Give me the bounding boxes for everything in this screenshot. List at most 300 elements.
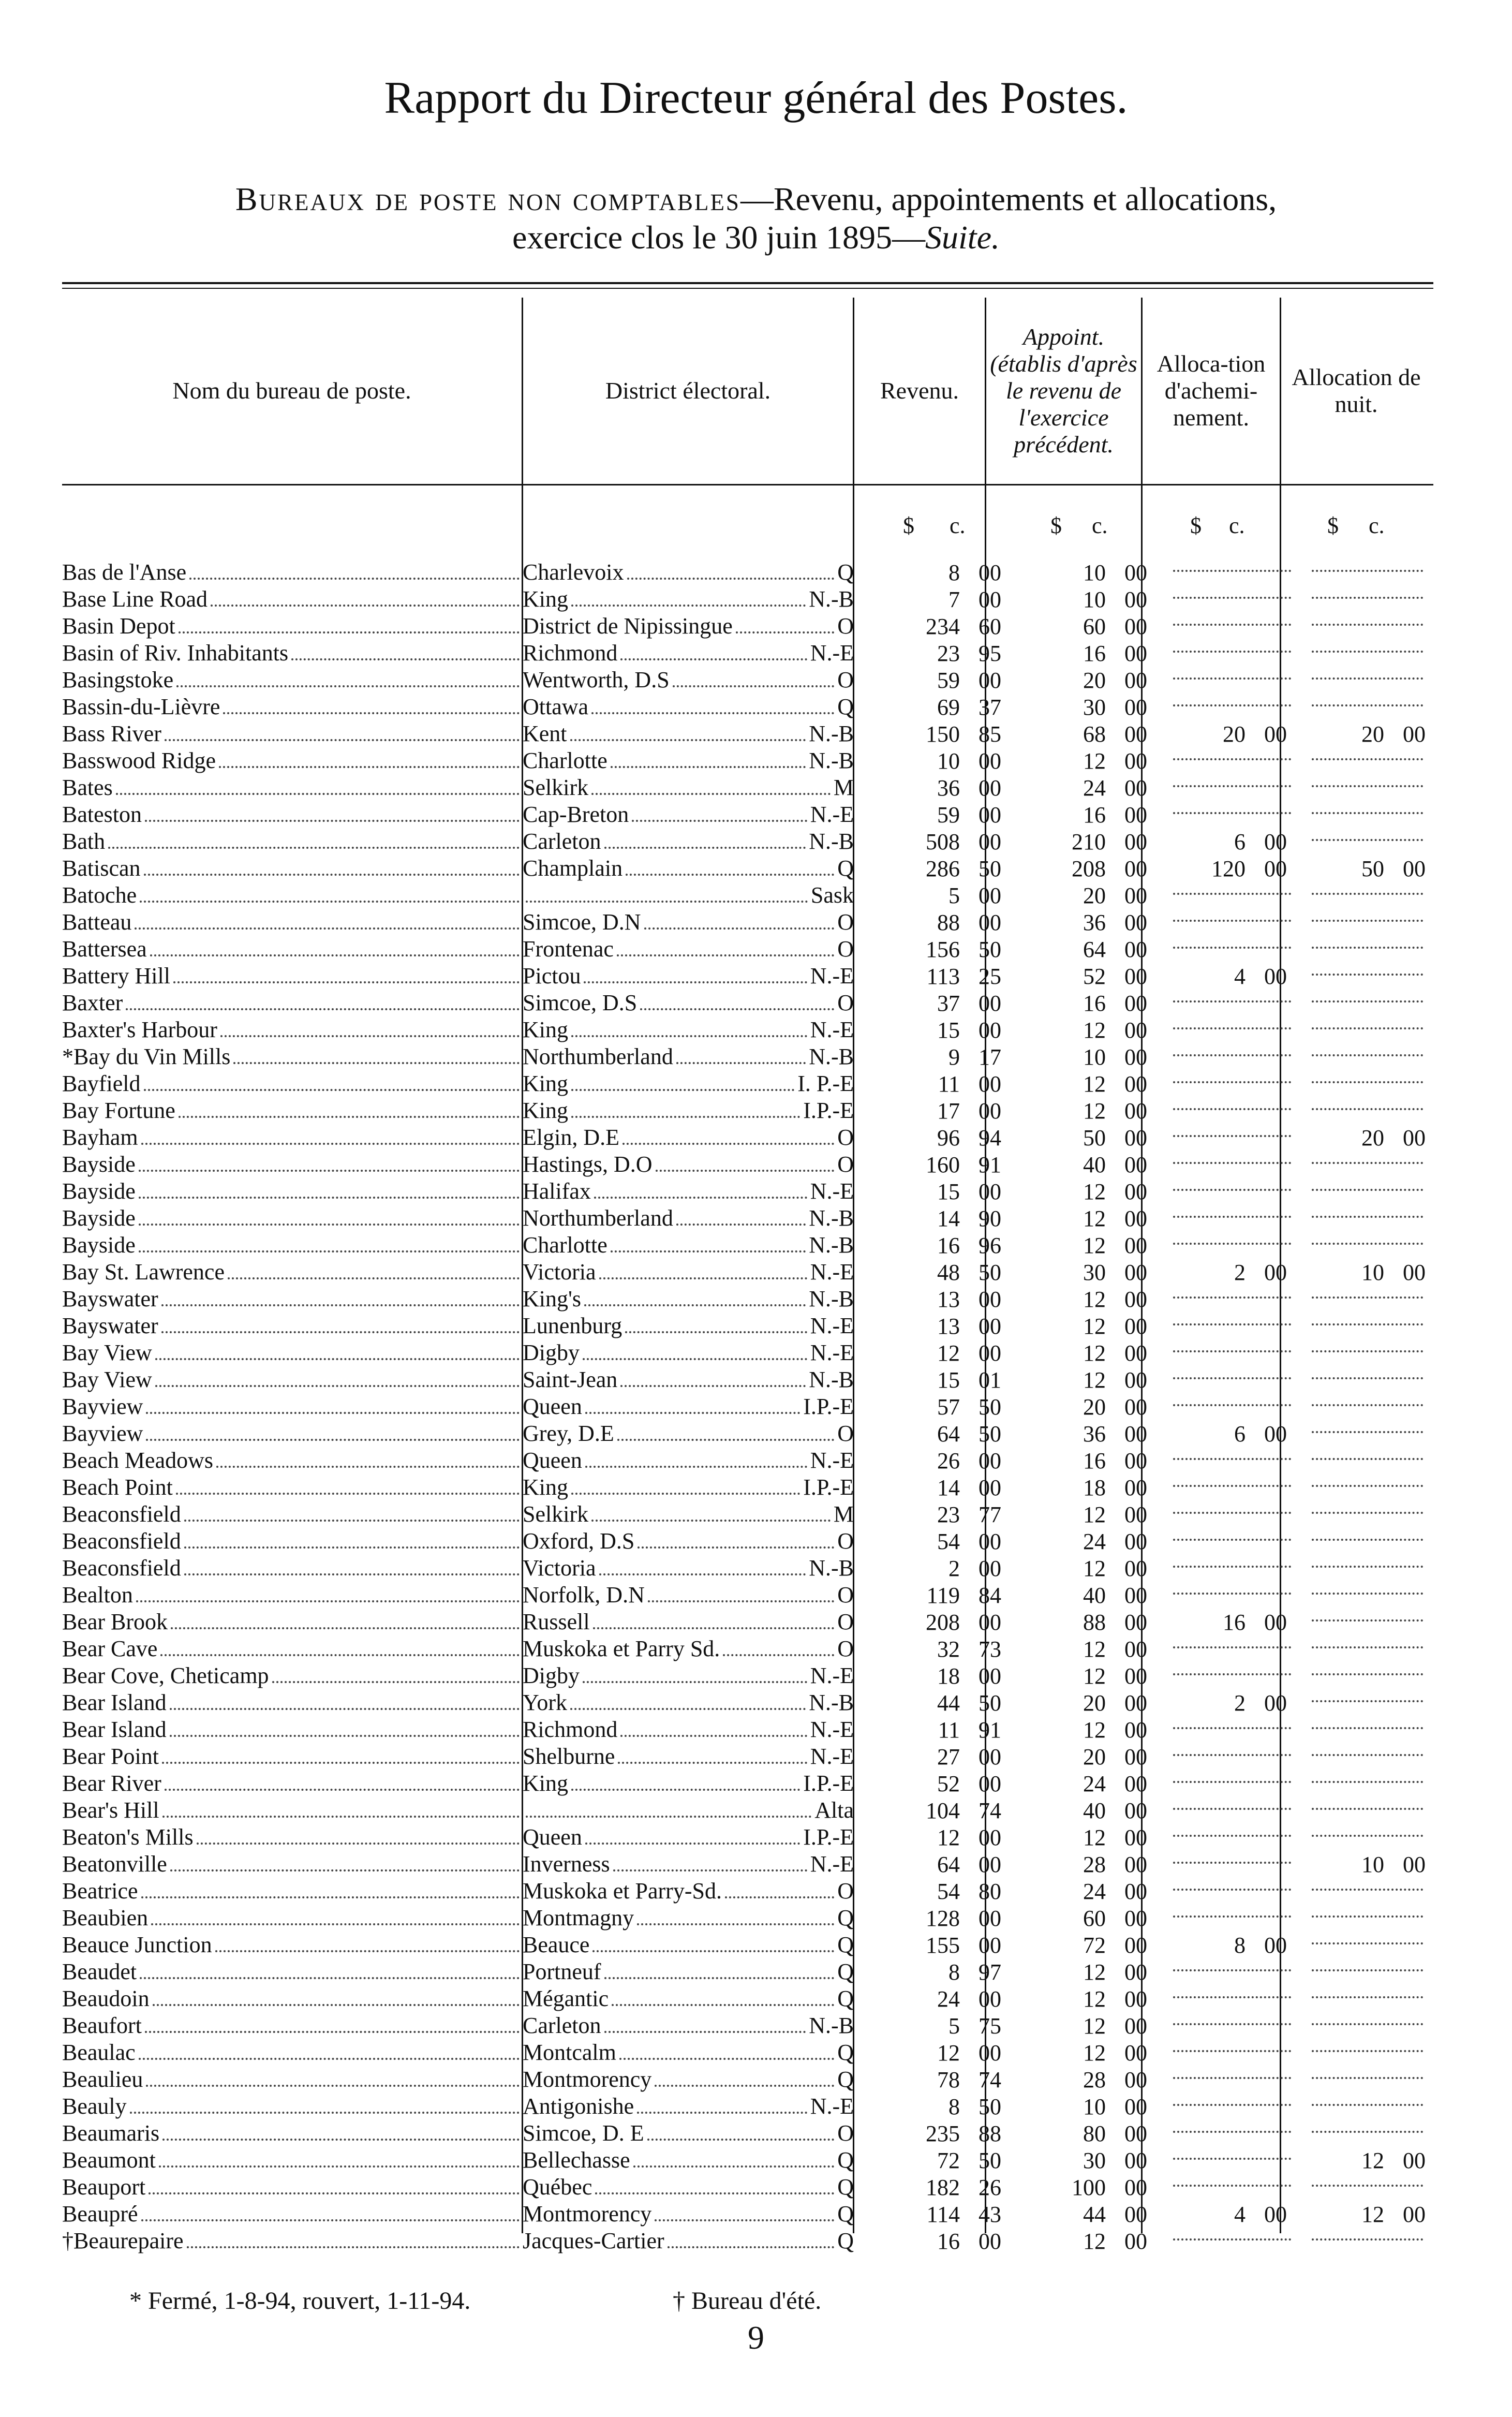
revenue-amount [854, 2040, 1022, 2066]
office-name-leader [62, 2093, 523, 2120]
acheminement-dot-leader [1173, 1243, 1291, 1245]
nuit-dot-leader [1312, 1835, 1423, 1837]
nuit-cell [1301, 2012, 1433, 2039]
dot-leader [170, 1735, 520, 1737]
district-leader [523, 2147, 854, 2174]
province-code: N.-E [810, 1017, 854, 1042]
dot-leader [526, 1816, 811, 1818]
office-name: Bas de l'Anse [62, 559, 187, 585]
nuit-cell [1301, 1097, 1433, 1124]
revenue-cents: 00 [979, 748, 1001, 774]
district-name: Antigonishe [523, 2094, 634, 2119]
revenue-cell [854, 747, 1022, 774]
district-cell [523, 963, 854, 990]
revenue-cents: 85 [979, 721, 1001, 747]
office-name-leader [62, 1124, 523, 1151]
revenue-amount [854, 1555, 1022, 1582]
dot-leader [583, 1358, 807, 1360]
appoint-amount [1022, 2040, 1163, 2066]
appoint-cell [1022, 1985, 1163, 2012]
office-name: Bay View [62, 1367, 152, 1392]
appoint-cents: 00 [1124, 1636, 1147, 1662]
province-code: N.-B [809, 1286, 854, 1311]
appoint-dollars: 40 [1083, 1797, 1106, 1823]
nuit-cell [1301, 1286, 1433, 1313]
revenue-dollars: 16 [937, 1232, 960, 1258]
dot-leader [228, 1277, 520, 1279]
appoint-cents: 00 [1124, 1017, 1147, 1043]
revenue-amount [854, 1501, 1022, 1528]
office-name: Bayswater [62, 1286, 158, 1311]
dot-leader [640, 1008, 834, 1010]
dot-leader [620, 1385, 806, 1387]
acheminement-dot-leader [1173, 1350, 1291, 1352]
dot-leader [176, 685, 520, 687]
office-name-leader [62, 586, 523, 613]
revenue-cell [854, 828, 1022, 855]
appoint-cell [1022, 1582, 1163, 1609]
dot-leader [620, 1735, 807, 1737]
appoint-amount [1022, 2013, 1163, 2039]
revenue-cents: 60 [979, 613, 1001, 639]
nuit-cell [1301, 801, 1433, 828]
appoint-cell [1022, 586, 1163, 613]
office-name: Bayside [62, 1205, 136, 1231]
district-name: Champlain [523, 856, 623, 881]
appoint-amount [1022, 1232, 1163, 1259]
revenue-amount [854, 1205, 1022, 1232]
col-header-name: Nom du bureau de poste. [172, 377, 411, 404]
province-code: Q [837, 694, 854, 719]
office-name: Bay View [62, 1340, 152, 1365]
dot-leader [592, 1950, 834, 1952]
district-leader [523, 1339, 854, 1366]
office-name: Bayside [62, 1152, 136, 1177]
acheminement-dot-leader [1173, 1593, 1291, 1595]
revenue-cell [854, 1313, 1022, 1339]
acheminement-cell [1163, 2228, 1301, 2254]
nuit-dot-leader [1312, 2077, 1423, 2079]
acheminement-cents: 00 [1264, 1932, 1287, 1958]
appoint-cell [1022, 936, 1163, 963]
office-name-leader [62, 1205, 523, 1232]
acheminement-dot-leader [1173, 570, 1291, 572]
revenue-cents: 00 [979, 1771, 1001, 1796]
office-name: Bayview [62, 1394, 143, 1419]
appoint-cents: 00 [1124, 1448, 1147, 1473]
nuit-cell [1301, 2039, 1433, 2066]
dot-leader [144, 1089, 520, 1091]
dot-leader [655, 2219, 834, 2221]
appoint-cents: 00 [1124, 2013, 1147, 2039]
nuit-amount [1301, 1851, 1433, 1878]
revenue-cell [854, 640, 1022, 667]
dot-leader [146, 1412, 520, 1414]
appoint-cents: 00 [1124, 586, 1147, 612]
province-code: Alta [814, 1797, 854, 1823]
revenue-dollars: 14 [937, 1205, 960, 1231]
nuit-dot-leader [1312, 812, 1423, 814]
revenue-amount [854, 1851, 1022, 1878]
revenue-cents: 00 [979, 1528, 1001, 1554]
revenue-dollars: 15 [937, 1367, 960, 1393]
district-name: Portneuf [523, 1959, 601, 1984]
district-cell [523, 2066, 854, 2093]
appoint-dollars: 10 [1083, 586, 1106, 612]
acheminement-dollars: 8 [1234, 1932, 1246, 1958]
province-code: Sask [810, 882, 854, 908]
revenue-cents: 74 [979, 1797, 1001, 1823]
appoint-cents: 00 [1124, 963, 1147, 989]
district-cell [523, 828, 854, 855]
acheminement-dot-leader [1173, 2185, 1291, 2187]
district-leader [523, 990, 854, 1016]
acheminement-dot-leader [1173, 1323, 1291, 1325]
table-row [62, 747, 1433, 774]
revenue-amount [854, 2013, 1022, 2039]
nuit-dot-leader [1312, 1431, 1423, 1433]
dot-leader [617, 954, 834, 956]
revenue-dollars: 96 [937, 1125, 960, 1151]
revenue-dollars: 113 [926, 963, 960, 989]
revenue-cell [854, 1097, 1022, 1124]
province-code: N.-E [810, 1717, 854, 1742]
nuit-cell [1301, 1070, 1433, 1097]
table-row [62, 1124, 1433, 1151]
nuit-cell [1301, 559, 1433, 586]
appoint-cents: 00 [1124, 990, 1147, 1016]
district-leader [523, 882, 854, 909]
office-name-cell [62, 1905, 523, 1932]
revenue-amount [854, 2120, 1022, 2147]
appoint-cell [1022, 1662, 1163, 1689]
nuit-dot-leader [1312, 1081, 1423, 1083]
office-name-cell [62, 1582, 523, 1609]
revenue-dollars: 508 [926, 829, 960, 854]
table-row [62, 559, 1433, 586]
office-name-cell [62, 1932, 523, 1958]
revenue-cell [854, 1770, 1022, 1797]
revenue-amount [854, 1475, 1022, 1501]
province-code: N.-B [809, 586, 854, 612]
nuit-dot-leader [1312, 947, 1423, 949]
acheminement-dot-leader [1173, 2158, 1291, 2160]
dot-leader [612, 2004, 834, 2006]
district-cell [523, 1958, 854, 1985]
appoint-cell [1022, 2012, 1163, 2039]
district-leader [523, 1635, 854, 1662]
post-office-table [62, 559, 1433, 2254]
province-code: I.P.-E [803, 1475, 854, 1500]
district-name: District de Nipissingue [523, 613, 733, 639]
revenue-dollars: 78 [937, 2067, 960, 2092]
appoint-dollars: 24 [1083, 775, 1106, 801]
appoint-cell [1022, 559, 1163, 586]
revenue-dollars: 59 [937, 667, 960, 693]
district-leader [523, 1124, 854, 1151]
appoint-cell [1022, 1878, 1163, 1905]
acheminement-dot-leader [1173, 1458, 1291, 1460]
nuit-cell [1301, 1635, 1433, 1662]
district-cell [523, 586, 854, 613]
district-leader [523, 1851, 854, 1878]
district-name: Charlevoix [523, 559, 624, 585]
office-name-leader [62, 2147, 523, 2174]
district-leader [523, 1689, 854, 1716]
nuit-dot-leader [1312, 1216, 1423, 1218]
acheminement-dollars: 16 [1223, 1609, 1246, 1635]
revenue-amount [854, 1636, 1022, 1662]
revenue-cents: 90 [979, 1205, 1001, 1231]
acheminement-dot-leader [1173, 1781, 1291, 1783]
acheminement-cell [1163, 828, 1301, 855]
office-name: Batteau [62, 909, 132, 935]
revenue-amount [854, 1986, 1022, 2012]
revenue-amount [854, 963, 1022, 990]
province-code: N.-E [810, 1340, 854, 1365]
appoint-cents: 00 [1124, 1340, 1147, 1366]
revenue-cell [854, 963, 1022, 990]
appoint-cell [1022, 694, 1163, 720]
table-row [62, 2039, 1433, 2066]
appoint-amount [1022, 1259, 1163, 1286]
revenue-cents: 00 [979, 586, 1001, 612]
appoint-cell [1022, 1743, 1163, 1770]
district-name: Montmorency [523, 2067, 652, 2092]
revenue-amount [854, 2147, 1022, 2174]
appoint-dollars: 20 [1083, 667, 1106, 693]
table-row [62, 1313, 1433, 1339]
table-row [62, 1259, 1433, 1286]
revenue-dollars: 11 [938, 1071, 960, 1097]
district-leader [523, 2012, 854, 2039]
table-row [62, 2201, 1433, 2228]
dot-leader [668, 2246, 835, 2248]
acheminement-cell [1163, 2201, 1301, 2228]
appoint-cents: 00 [1124, 1959, 1147, 1985]
nuit-cell [1301, 1797, 1433, 1824]
revenue-dollars: 11 [938, 1717, 960, 1743]
office-name-cell [62, 1097, 523, 1124]
appoint-amount [1022, 1125, 1163, 1151]
province-code: I.P.-E [803, 1098, 854, 1123]
appoint-dollars: 52 [1083, 963, 1106, 989]
province-code: N.-B [809, 1367, 854, 1392]
office-name-cell [62, 2228, 523, 2254]
office-name-cell [62, 1151, 523, 1178]
revenue-cell [854, 1205, 1022, 1232]
appoint-dollars: 50 [1083, 1125, 1106, 1151]
revenue-cents: 50 [979, 2094, 1001, 2119]
revenue-amount [854, 2094, 1022, 2120]
office-name-cell [62, 1474, 523, 1501]
district-leader [523, 640, 854, 667]
heading-line-2-text: exercice clos le 30 juin 1895— [512, 219, 925, 256]
acheminement-cents: 00 [1264, 721, 1287, 747]
acheminement-dollars: 6 [1234, 829, 1246, 854]
nuit-dot-leader [1312, 1593, 1423, 1595]
office-name-leader [62, 1905, 523, 1932]
appoint-cents: 00 [1124, 1609, 1147, 1635]
nuit-cell [1301, 586, 1433, 613]
appoint-cell [1022, 747, 1163, 774]
table-row [62, 1339, 1433, 1366]
province-code: I.P.-E [803, 1771, 854, 1796]
office-name: Bath [62, 829, 106, 854]
district-name: Queen [523, 1394, 582, 1419]
district-cell [523, 1851, 854, 1878]
office-name: †Beaurepaire [62, 2228, 184, 2253]
office-name-leader [62, 1932, 523, 1958]
acheminement-amount [1163, 1421, 1301, 1447]
dot-leader [627, 578, 835, 580]
revenue-amount [854, 1797, 1022, 1824]
dot-leader [584, 981, 807, 983]
province-code: Q [837, 2201, 854, 2227]
revenue-dollars: 12 [937, 1340, 960, 1366]
revenue-cents: 00 [979, 1932, 1001, 1958]
revenue-cell [854, 1797, 1022, 1824]
acheminement-dot-leader [1173, 597, 1291, 599]
acheminement-dot-leader [1173, 1027, 1291, 1029]
unit-dollar-acheminement: $ [1190, 513, 1202, 538]
appoint-amount [1022, 1663, 1163, 1689]
office-name-leader [62, 720, 523, 747]
dot-leader [526, 901, 808, 903]
revenue-cents: 01 [979, 1367, 1001, 1393]
revenue-amount [854, 1824, 1022, 1851]
revenue-cell [854, 2174, 1022, 2201]
appoint-cents: 00 [1124, 1313, 1147, 1339]
nuit-dot-leader [1312, 624, 1423, 626]
nuit-dot-leader [1312, 1000, 1423, 1003]
revenue-amount [854, 1125, 1022, 1151]
district-leader [523, 1043, 854, 1070]
acheminement-cell [1163, 694, 1301, 720]
office-name: Beaconsfield [62, 1528, 181, 1554]
district-cell [523, 1447, 854, 1474]
district-cell [523, 559, 854, 586]
appoint-dollars: 24 [1083, 1771, 1106, 1796]
dot-leader [160, 1654, 520, 1656]
appoint-amount [1022, 667, 1163, 694]
table-row [62, 2120, 1433, 2147]
revenue-dollars: 9 [948, 1044, 960, 1070]
revenue-cents: 43 [979, 2201, 1001, 2227]
acheminement-cell [1163, 1151, 1301, 1178]
appoint-cell [1022, 1932, 1163, 1958]
district-name: Frontenac [523, 936, 614, 962]
acheminement-dot-leader [1173, 2131, 1291, 2133]
office-name-cell [62, 1339, 523, 1366]
revenue-amount [854, 1609, 1022, 1635]
revenue-cell [854, 909, 1022, 936]
district-cell [523, 2147, 854, 2174]
district-cell [523, 1932, 854, 1958]
nuit-cell [1301, 1743, 1433, 1770]
nuit-cell [1301, 2201, 1433, 2228]
revenue-amount [854, 1582, 1022, 1609]
revenue-dollars: 156 [926, 936, 960, 962]
province-code: N.-E [810, 802, 854, 827]
revenue-cell [854, 1124, 1022, 1151]
office-name-cell [62, 667, 523, 694]
revenue-cents: 73 [979, 1636, 1001, 1662]
appoint-cell [1022, 1259, 1163, 1286]
post-office-table-body [62, 559, 1433, 2254]
revenue-cell [854, 936, 1022, 963]
office-name-leader [62, 2228, 523, 2254]
revenue-cell [854, 1016, 1022, 1043]
dot-leader [150, 954, 520, 956]
province-code: N.-E [810, 1744, 854, 1769]
appoint-amount [1022, 1448, 1163, 1474]
table-row [62, 774, 1433, 801]
nuit-dot-leader [1312, 1162, 1423, 1164]
acheminement-dot-leader [1173, 1566, 1291, 1568]
revenue-amount [854, 694, 1022, 720]
dot-leader [179, 1116, 520, 1118]
office-name-cell [62, 828, 523, 855]
nuit-dot-leader [1312, 1189, 1423, 1191]
office-name-leader [62, 1070, 523, 1097]
office-name-leader [62, 1985, 523, 2012]
appoint-cents: 00 [1124, 1098, 1147, 1124]
revenue-amount [854, 1394, 1022, 1420]
office-name-leader [62, 936, 523, 963]
table-row [62, 1582, 1433, 1609]
unit-dollar-nuit: $ [1327, 513, 1339, 538]
office-name-leader [62, 1528, 523, 1555]
acheminement-cell [1163, 1609, 1301, 1635]
district-leader [523, 1609, 854, 1635]
nuit-cell [1301, 1205, 1433, 1232]
revenue-dollars: 23 [937, 1501, 960, 1527]
appoint-cell [1022, 2039, 1163, 2066]
district-cell [523, 1286, 854, 1313]
office-name: Bear Point [62, 1744, 159, 1769]
revenue-dollars: 160 [926, 1152, 960, 1177]
acheminement-cell [1163, 1878, 1301, 1905]
acheminement-dot-leader [1173, 651, 1291, 653]
acheminement-dot-leader [1173, 1377, 1291, 1379]
appoint-cents: 00 [1124, 1205, 1147, 1231]
appoint-dollars: 60 [1083, 1905, 1106, 1931]
appoint-cents: 00 [1124, 1771, 1147, 1796]
office-name: Bay St. Lawrence [62, 1259, 225, 1285]
revenue-cents: 00 [979, 1744, 1001, 1770]
nuit-cell [1301, 1420, 1433, 1447]
appoint-cell [1022, 1070, 1163, 1097]
district-leader [523, 2039, 854, 2066]
district-leader [523, 2228, 854, 2254]
appoint-dollars: 64 [1083, 936, 1106, 962]
appoint-cents: 00 [1124, 1851, 1147, 1877]
office-name-cell [62, 1555, 523, 1582]
revenue-amount [854, 2201, 1022, 2228]
province-code: N.-B [809, 1232, 854, 1258]
revenue-cell [854, 2201, 1022, 2228]
office-name: Beaudoin [62, 1986, 150, 2011]
dot-leader [187, 2246, 520, 2248]
district-name: Simcoe, D. E [523, 2120, 644, 2146]
province-code: Q [837, 2067, 854, 2092]
acheminement-cents: 00 [1264, 1259, 1287, 1285]
district-leader [523, 1070, 854, 1097]
revenue-amount [854, 909, 1022, 936]
office-name-leader [62, 1178, 523, 1205]
revenue-dollars: 5 [948, 882, 960, 908]
